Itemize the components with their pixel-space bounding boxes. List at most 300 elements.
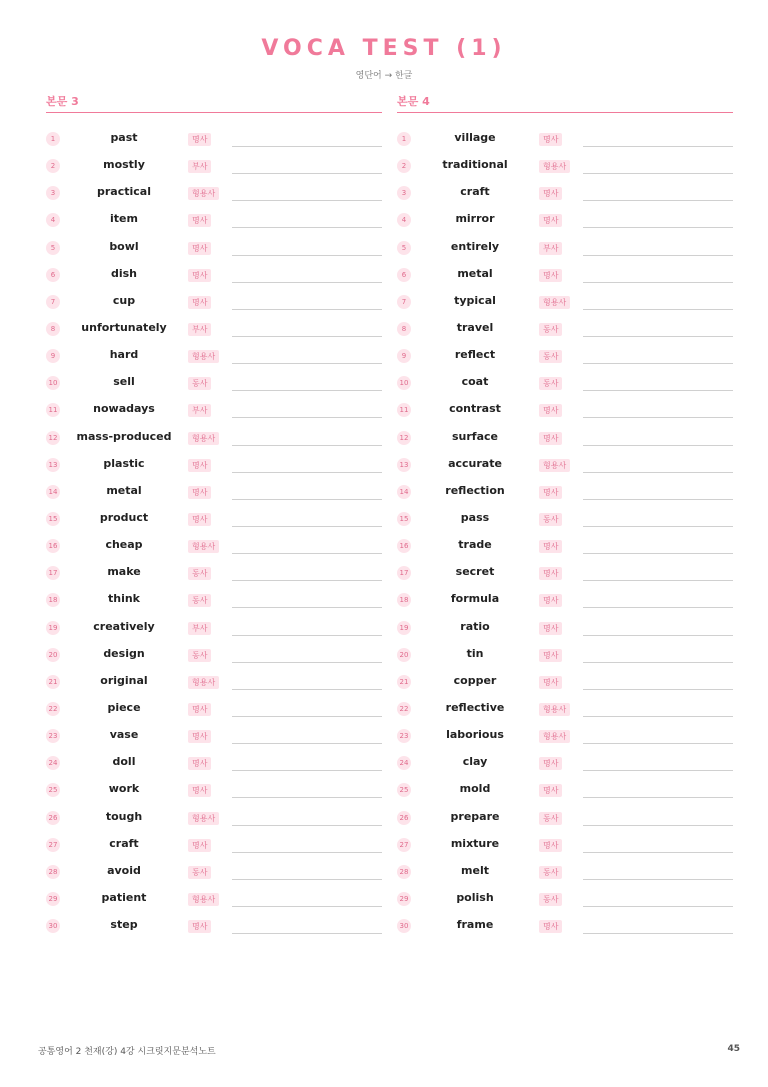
part-of-speech-badge: 형용사	[539, 296, 570, 309]
item-number: 26	[397, 811, 411, 825]
english-word: work	[108, 782, 140, 796]
part-of-speech-badge: 동사	[539, 513, 562, 526]
english-word: patient	[101, 890, 147, 904]
item-number: 11	[397, 403, 411, 417]
part-of-speech-badge: 명사	[188, 486, 211, 499]
english-word: design	[103, 646, 145, 660]
part-of-speech-badge: 명사	[188, 459, 211, 472]
item-number: 29	[397, 892, 411, 906]
english-word: craft	[109, 836, 139, 850]
english-word: melt	[461, 863, 489, 877]
answer-line[interactable]	[583, 607, 733, 608]
part-of-speech-badge: 명사	[539, 839, 562, 852]
vocab-row	[397, 479, 733, 506]
page-title: VOCA TEST (1)	[261, 36, 507, 61]
answer-line[interactable]	[583, 716, 733, 717]
part-of-speech-badge: 부사	[539, 242, 562, 255]
answer-line[interactable]	[583, 526, 733, 527]
vocab-row	[46, 886, 382, 913]
part-of-speech-badge: 동사	[539, 893, 562, 906]
english-word: avoid	[107, 863, 141, 877]
answer-line[interactable]	[232, 200, 382, 201]
item-number: 2	[46, 159, 60, 173]
part-of-speech-badge: 동사	[188, 594, 211, 607]
item-number: 7	[46, 295, 60, 309]
answer-line[interactable]	[583, 662, 733, 663]
english-word: travel	[456, 320, 494, 334]
part-of-speech-badge: 명사	[188, 839, 211, 852]
item-number: 8	[397, 322, 411, 336]
vocab-row	[46, 750, 382, 777]
answer-line[interactable]	[583, 445, 733, 446]
english-word: accurate	[448, 456, 502, 470]
vocab-row	[46, 669, 382, 696]
vocab-row	[397, 859, 733, 886]
item-number: 6	[397, 268, 411, 282]
vocab-row	[46, 153, 382, 180]
answer-line[interactable]	[232, 526, 382, 527]
answer-line[interactable]	[583, 689, 733, 690]
english-word: formula	[450, 592, 500, 606]
answer-line[interactable]	[583, 635, 733, 636]
answer-line[interactable]	[232, 906, 382, 907]
english-word: polish	[456, 890, 494, 904]
answer-line[interactable]	[232, 309, 382, 310]
vocab-row	[46, 452, 382, 479]
part-of-speech-badge: 명사	[539, 269, 562, 282]
answer-line[interactable]	[232, 499, 382, 500]
item-number: 20	[397, 648, 411, 662]
english-word: tin	[466, 646, 484, 660]
item-number: 14	[397, 485, 411, 499]
answer-line[interactable]	[232, 879, 382, 880]
english-word: mold	[459, 782, 491, 796]
item-number: 5	[46, 241, 60, 255]
part-of-speech-badge: 명사	[539, 214, 562, 227]
vocab-row	[397, 207, 733, 234]
vocab-row	[46, 642, 382, 669]
vocab-row	[46, 723, 382, 750]
item-number: 19	[397, 621, 411, 635]
item-number: 16	[46, 539, 60, 553]
answer-line[interactable]	[583, 906, 733, 907]
english-word: bowl	[109, 239, 139, 253]
vocab-row	[46, 615, 382, 642]
footer-book-title: 공통영어 2 천재(강) 4강 시크릿지문분석노트	[38, 1047, 216, 1057]
column-header: 본문 3	[46, 94, 382, 113]
item-number: 10	[397, 376, 411, 390]
english-word: entirely	[450, 239, 500, 253]
vocab-row	[46, 262, 382, 289]
part-of-speech-badge: 명사	[539, 133, 562, 146]
answer-line[interactable]	[232, 770, 382, 771]
english-word: think	[107, 592, 140, 606]
item-number: 18	[397, 593, 411, 607]
item-number: 16	[397, 539, 411, 553]
part-of-speech-badge: 동사	[539, 866, 562, 879]
english-word: mass-produced	[76, 429, 172, 443]
answer-line[interactable]	[583, 825, 733, 826]
english-word: prepare	[450, 809, 500, 823]
part-of-speech-badge: 형용사	[539, 703, 570, 716]
vocab-row	[46, 180, 382, 207]
part-of-speech-badge: 명사	[539, 622, 562, 635]
vocab-row	[397, 750, 733, 777]
item-number: 30	[46, 919, 60, 933]
vocab-row	[46, 777, 382, 804]
item-number: 19	[46, 621, 60, 635]
part-of-speech-badge: 명사	[539, 404, 562, 417]
part-of-speech-badge: 동사	[539, 323, 562, 336]
english-word: secret	[455, 565, 495, 579]
answer-line[interactable]	[232, 580, 382, 581]
vocab-row	[46, 533, 382, 560]
english-word: copper	[453, 673, 497, 687]
part-of-speech-badge: 형용사	[539, 459, 570, 472]
item-number: 25	[46, 783, 60, 797]
item-number: 11	[46, 403, 60, 417]
vocab-row	[397, 533, 733, 560]
vocab-row	[46, 397, 382, 424]
item-number: 12	[397, 431, 411, 445]
item-number: 5	[397, 241, 411, 255]
english-word: creatively	[93, 619, 155, 633]
item-number: 28	[397, 865, 411, 879]
vocab-row	[397, 886, 733, 913]
english-word: vase	[109, 728, 139, 742]
part-of-speech-badge: 명사	[539, 567, 562, 580]
answer-line[interactable]	[583, 255, 733, 256]
part-of-speech-badge: 형용사	[188, 812, 219, 825]
item-number: 15	[46, 512, 60, 526]
part-of-speech-badge: 동사	[188, 567, 211, 580]
part-of-speech-badge: 명사	[539, 920, 562, 933]
answer-line[interactable]	[583, 879, 733, 880]
part-of-speech-badge: 명사	[188, 730, 211, 743]
part-of-speech-badge: 명사	[539, 757, 562, 770]
vocab-row	[46, 370, 382, 397]
item-number: 2	[397, 159, 411, 173]
answer-line[interactable]	[583, 363, 733, 364]
part-of-speech-badge: 명사	[188, 296, 211, 309]
item-number: 12	[46, 431, 60, 445]
answer-line[interactable]	[583, 553, 733, 554]
answer-line[interactable]	[232, 390, 382, 391]
word-list	[46, 126, 382, 940]
answer-line[interactable]	[232, 797, 382, 798]
vocab-row	[397, 669, 733, 696]
vocab-row	[397, 587, 733, 614]
part-of-speech-badge: 형용사	[188, 893, 219, 906]
item-number: 10	[46, 376, 60, 390]
english-word: laborious	[446, 728, 504, 742]
part-of-speech-badge: 부사	[188, 404, 211, 417]
answer-line[interactable]	[583, 390, 733, 391]
item-number: 8	[46, 322, 60, 336]
english-word: pass	[460, 510, 490, 524]
answer-line[interactable]	[232, 852, 382, 853]
english-word: frame	[456, 918, 494, 932]
english-word: mostly	[103, 158, 145, 172]
part-of-speech-badge: 명사	[539, 784, 562, 797]
answer-line[interactable]	[232, 607, 382, 608]
vocab-row	[46, 587, 382, 614]
answer-line[interactable]	[232, 445, 382, 446]
part-of-speech-badge: 부사	[188, 323, 211, 336]
english-word: surface	[452, 429, 498, 443]
item-number: 21	[397, 675, 411, 689]
vocab-row	[397, 126, 733, 153]
vocab-row	[46, 207, 382, 234]
vocab-row	[397, 615, 733, 642]
english-word: traditional	[442, 158, 508, 172]
vocab-row	[397, 777, 733, 804]
vocab-row	[397, 343, 733, 370]
english-word: tough	[105, 809, 143, 823]
part-of-speech-badge: 명사	[539, 432, 562, 445]
answer-line[interactable]	[583, 743, 733, 744]
part-of-speech-badge: 형용사	[188, 676, 219, 689]
answer-line[interactable]	[583, 417, 733, 418]
column-lesson-3	[46, 94, 382, 940]
item-number: 13	[397, 458, 411, 472]
vocab-row	[397, 262, 733, 289]
vocab-row	[46, 506, 382, 533]
vocab-row	[397, 723, 733, 750]
part-of-speech-badge: 명사	[188, 513, 211, 526]
part-of-speech-badge: 동사	[188, 649, 211, 662]
english-word: step	[110, 918, 138, 932]
part-of-speech-badge: 부사	[188, 160, 211, 173]
english-word: past	[110, 131, 138, 144]
english-word: sell	[113, 375, 135, 389]
english-word: nowadays	[93, 402, 155, 416]
item-number: 28	[46, 865, 60, 879]
answer-line[interactable]	[583, 173, 733, 174]
vocab-row	[397, 560, 733, 587]
vocab-row	[397, 153, 733, 180]
vocab-row	[397, 316, 733, 343]
part-of-speech-badge: 형용사	[539, 160, 570, 173]
vocab-row	[46, 805, 382, 832]
vocab-row	[46, 913, 382, 940]
vocab-row	[397, 805, 733, 832]
answer-line[interactable]	[583, 146, 733, 147]
english-word: doll	[112, 755, 136, 769]
answer-line[interactable]	[583, 472, 733, 473]
item-number: 1	[46, 132, 60, 146]
english-word: dish	[110, 266, 138, 280]
page-number: 45	[727, 1044, 740, 1054]
part-of-speech-badge: 명사	[539, 187, 562, 200]
part-of-speech-badge: 명사	[188, 269, 211, 282]
answer-line[interactable]	[232, 173, 382, 174]
item-number: 29	[46, 892, 60, 906]
english-word: contrast	[449, 402, 501, 416]
english-word: village	[454, 131, 496, 144]
answer-line[interactable]	[232, 689, 382, 690]
answer-line[interactable]	[583, 852, 733, 853]
vocab-row	[46, 479, 382, 506]
part-of-speech-badge: 형용사	[188, 540, 219, 553]
answer-line[interactable]	[232, 553, 382, 554]
english-word: cup	[112, 293, 136, 307]
part-of-speech-badge: 동사	[188, 866, 211, 879]
answer-line[interactable]	[232, 282, 382, 283]
part-of-speech-badge: 부사	[188, 622, 211, 635]
answer-line[interactable]	[583, 580, 733, 581]
english-word: hard	[109, 348, 139, 362]
english-word: coat	[461, 375, 489, 389]
vocab-row	[397, 180, 733, 207]
vocab-row	[397, 642, 733, 669]
answer-line[interactable]	[232, 146, 382, 147]
answer-line[interactable]	[583, 282, 733, 283]
part-of-speech-badge: 형용사	[188, 350, 219, 363]
part-of-speech-badge: 동사	[188, 377, 211, 390]
english-word: cheap	[105, 538, 143, 552]
item-number: 24	[46, 756, 60, 770]
english-word: mixture	[450, 836, 500, 850]
vocab-row	[397, 370, 733, 397]
part-of-speech-badge: 명사	[539, 649, 562, 662]
item-number: 22	[397, 702, 411, 716]
part-of-speech-badge: 명사	[188, 242, 211, 255]
item-number: 4	[397, 213, 411, 227]
vocab-row	[46, 126, 382, 153]
part-of-speech-badge: 동사	[539, 812, 562, 825]
vocab-row	[46, 560, 382, 587]
english-word: plastic	[103, 456, 145, 470]
answer-line[interactable]	[232, 336, 382, 337]
vocab-row	[397, 425, 733, 452]
english-word: typical	[454, 293, 496, 307]
answer-line[interactable]	[232, 227, 382, 228]
english-word: item	[110, 212, 138, 226]
vocab-row	[397, 913, 733, 940]
vocab-row	[46, 859, 382, 886]
item-number: 6	[46, 268, 60, 282]
english-word: metal	[106, 483, 142, 497]
part-of-speech-badge: 명사	[539, 486, 562, 499]
item-number: 3	[397, 186, 411, 200]
answer-line[interactable]	[583, 227, 733, 228]
answer-line[interactable]	[232, 417, 382, 418]
item-number: 23	[397, 729, 411, 743]
answer-line[interactable]	[583, 200, 733, 201]
item-number: 20	[46, 648, 60, 662]
answer-line[interactable]	[232, 933, 382, 934]
answer-line[interactable]	[583, 770, 733, 771]
answer-line[interactable]	[583, 309, 733, 310]
answer-line[interactable]	[232, 255, 382, 256]
answer-line[interactable]	[232, 743, 382, 744]
answer-line[interactable]	[583, 933, 733, 934]
vocab-row	[397, 397, 733, 424]
english-word: product	[99, 510, 149, 524]
answer-line[interactable]	[583, 797, 733, 798]
vocab-row	[397, 452, 733, 479]
vocab-row	[46, 696, 382, 723]
vocab-row	[397, 696, 733, 723]
item-number: 27	[397, 838, 411, 852]
part-of-speech-badge: 형용사	[188, 187, 219, 200]
english-word: trade	[458, 538, 492, 552]
column-header: 본문 4	[397, 94, 733, 113]
item-number: 23	[46, 729, 60, 743]
answer-line[interactable]	[232, 472, 382, 473]
page-subtitle: 영단어 → 한글	[355, 71, 413, 81]
vocab-row	[46, 343, 382, 370]
english-word: unfortunately	[81, 320, 167, 334]
vocab-row	[46, 425, 382, 452]
item-number: 14	[46, 485, 60, 499]
english-word: reflection	[445, 483, 505, 497]
item-number: 4	[46, 213, 60, 227]
item-number: 17	[46, 566, 60, 580]
part-of-speech-badge: 형용사	[188, 432, 219, 445]
part-of-speech-badge: 명사	[539, 676, 562, 689]
english-word: ratio	[460, 619, 490, 633]
item-number: 1	[397, 132, 411, 146]
word-list	[397, 126, 733, 940]
part-of-speech-badge: 명사	[188, 703, 211, 716]
answer-line[interactable]	[232, 825, 382, 826]
item-number: 21	[46, 675, 60, 689]
part-of-speech-badge: 형용사	[539, 730, 570, 743]
item-number: 7	[397, 295, 411, 309]
part-of-speech-badge: 동사	[539, 377, 562, 390]
vocab-row	[46, 289, 382, 316]
part-of-speech-badge: 명사	[188, 784, 211, 797]
item-number: 13	[46, 458, 60, 472]
english-word: metal	[457, 266, 493, 280]
part-of-speech-badge: 동사	[539, 350, 562, 363]
part-of-speech-badge: 명사	[188, 214, 211, 227]
item-number: 22	[46, 702, 60, 716]
english-word: clay	[462, 755, 488, 769]
vocab-row	[46, 832, 382, 859]
vocab-row	[397, 832, 733, 859]
english-word: practical	[97, 185, 151, 199]
answer-line[interactable]	[232, 635, 382, 636]
answer-line[interactable]	[583, 499, 733, 500]
answer-line[interactable]	[232, 662, 382, 663]
vocab-row	[397, 506, 733, 533]
item-number: 9	[397, 349, 411, 363]
english-word: reflect	[454, 348, 496, 362]
part-of-speech-badge: 명사	[188, 920, 211, 933]
vocab-row	[397, 235, 733, 262]
item-number: 24	[397, 756, 411, 770]
part-of-speech-badge: 명사	[188, 757, 211, 770]
english-word: craft	[460, 185, 490, 199]
column-lesson-4	[397, 94, 733, 940]
vocab-row	[46, 235, 382, 262]
item-number: 15	[397, 512, 411, 526]
english-word: reflective	[445, 700, 505, 714]
item-number: 27	[46, 838, 60, 852]
answer-line[interactable]	[583, 336, 733, 337]
item-number: 26	[46, 811, 60, 825]
item-number: 17	[397, 566, 411, 580]
vocab-row	[397, 289, 733, 316]
item-number: 9	[46, 349, 60, 363]
answer-line[interactable]	[232, 363, 382, 364]
answer-line[interactable]	[232, 716, 382, 717]
english-word: make	[107, 565, 141, 579]
vocab-row	[46, 316, 382, 343]
